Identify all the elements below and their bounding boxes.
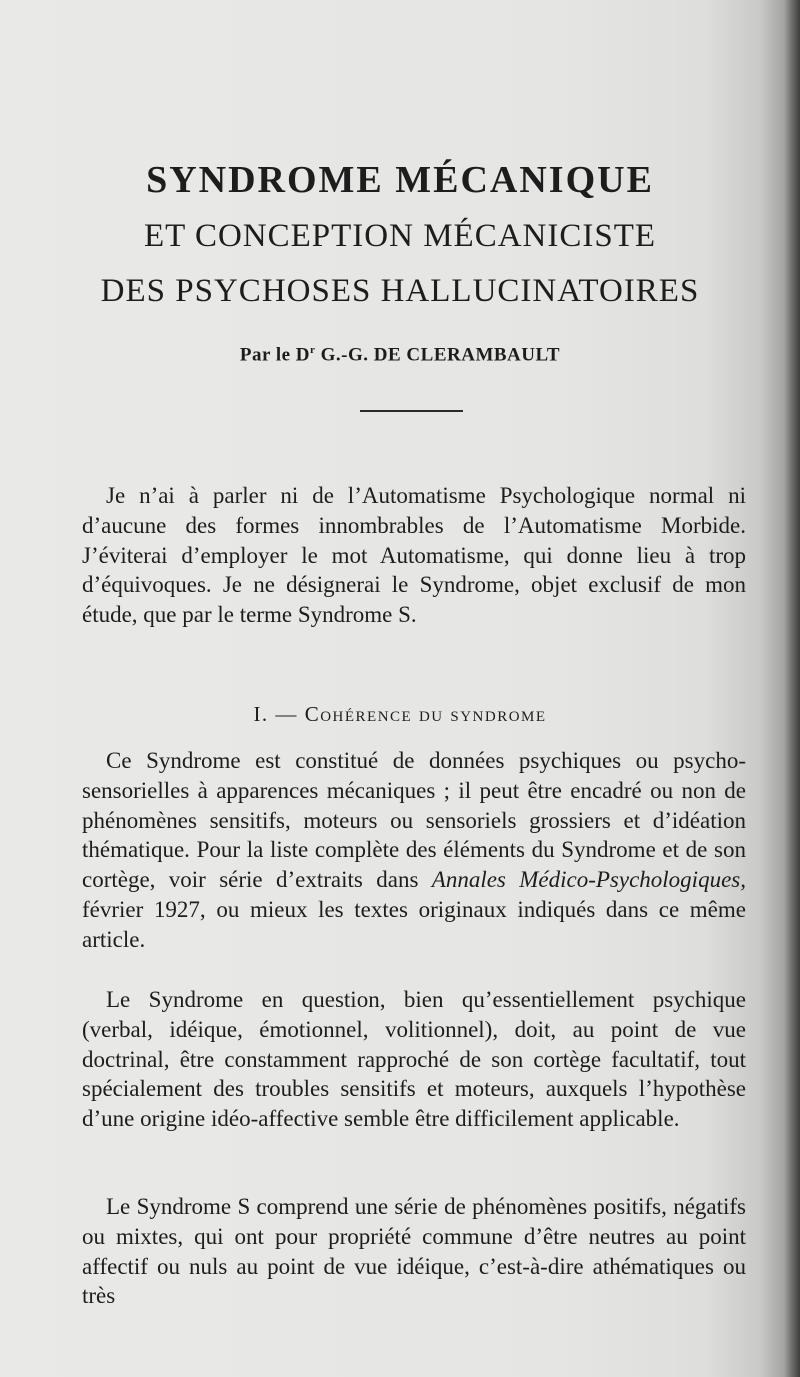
binding-shadow bbox=[784, 0, 800, 1377]
paragraph-2-text-b: février 1927, ou mieux les textes originaux indiqués dans ce même article. bbox=[82, 896, 746, 952]
paragraph-2-text-a: Ce Syndrome est constitué de données psychiques ou psycho-sensorielles à apparences mécaniques ; il peut être encadré ou non de phénomènes sensitifs, moteurs ou sensoriels grossiers et d’idéation thématique. Pour la liste complète des éléments du Syndrome et de son cortège, voir série d’extraits dans bbox=[82, 748, 746, 893]
paragraph-2 bbox=[82, 746, 746, 955]
section-title: Cohérence du syndrome bbox=[304, 702, 547, 726]
author-byline bbox=[0, 344, 800, 366]
title-divider bbox=[360, 410, 463, 412]
paragraph-3: Le Syndrome en question, bien qu’essentiellement psychique (verbal, idéique, émotionnel, volitionnel), doit, au point de vue doctrinal, être constamment rapproché de son cortège facultatif, tout spécialement des troubles sensitifs et moteurs, auxquels l’hypothèse d’une origine idéo-affective semble être difficilement applicable. bbox=[82, 987, 746, 1132]
title-line-3: DES PSYCHOSES HALLUCINATOIRES bbox=[100, 273, 700, 309]
section-heading bbox=[0, 702, 800, 727]
author-name: G.-G. DE CLERAMBAULT bbox=[315, 344, 561, 366]
section-number: I. — bbox=[253, 702, 305, 726]
paragraph-4: Le Syndrome S comprend une série de phénomènes positifs, négatifs ou mixtes, qui ont pour propriété commune d’être neutres au point affectif ou nuls au point de vue idéique, c’est-à-dire athématiques ou très bbox=[82, 1194, 746, 1309]
title-line-1: SYNDROME MÉCANIQUE bbox=[146, 159, 654, 201]
intro-paragraph: Je n’ai à parler ni de l’Automatisme Psychologique normal ni d’aucune des formes innombrables de l’Automatisme Morbide. J’éviterai d’employer le mot Automatisme, qui donne lieu à trop d’équivoques. Je ne désignerai le Syndrome, objet exclusif de mon étude, que par le terme Syndrome S. bbox=[82, 483, 746, 628]
title-line-2: ET CONCEPTION MÉCANICISTE bbox=[143, 218, 657, 254]
author-superscript: r bbox=[310, 344, 316, 356]
journal-title: Annales Médico-Psychologiques, bbox=[431, 867, 746, 893]
author-prefix: Par le D bbox=[239, 344, 311, 366]
